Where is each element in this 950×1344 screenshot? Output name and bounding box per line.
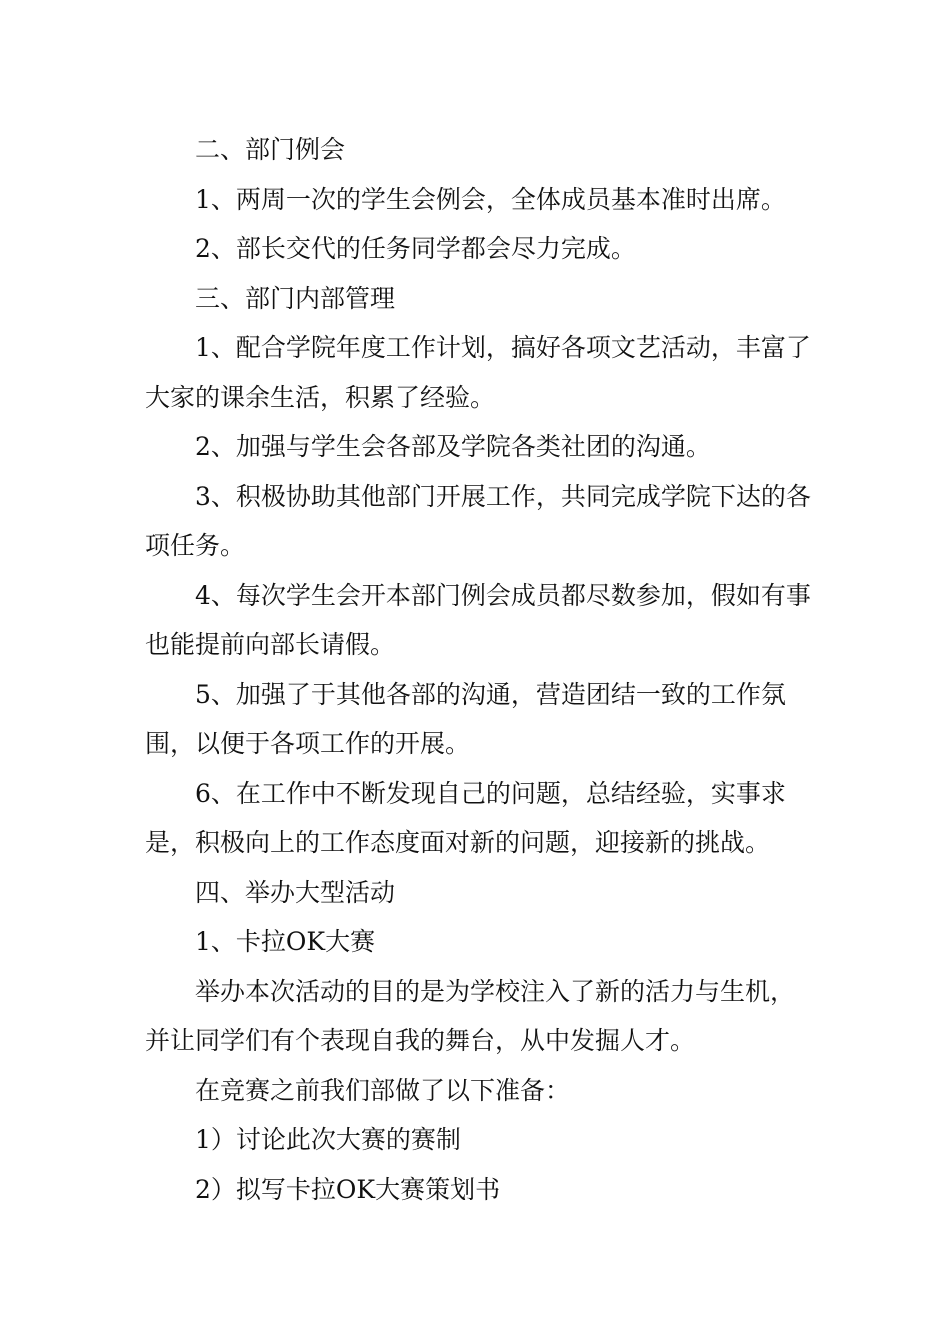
- list-item: 2）拟写卡拉OK大赛策划书: [195, 1174, 501, 1204]
- section-heading-internal-management: 三、部门内部管理: [195, 283, 396, 313]
- list-item: 1）讨论此次大赛的赛制: [195, 1125, 461, 1154]
- subsection-heading-karaoke: 1、卡拉OK大赛: [195, 927, 376, 956]
- paragraph: 举办本次活动的目的是为学校注入了新的活力与生机，并让同学们有个表现自我的舞台，从中发掘人才。: [145, 976, 796, 1055]
- paragraph: 在竞赛之前我们部做了以下准备：: [195, 1075, 571, 1105]
- paragraph: 4、每次学生会开本部门例会成员都尽数参加，假如有事也能提前向部长请假。: [145, 580, 811, 659]
- section-heading-meetings: 二、部门例会: [195, 135, 346, 164]
- paragraph: 1、配合学院年度工作计划，搞好各项文艺活动，丰富了大家的课余生活，积累了经验。: [145, 333, 811, 412]
- paragraph: 3、积极协助其他部门开展工作，共同完成学院下达的各项任务。: [145, 481, 811, 560]
- document-body: [145, 125, 815, 1214]
- section-heading-major-events: 四、举办大型活动: [195, 877, 396, 907]
- paragraph: 2、加强与学生会各部及学院各类社团的沟通。: [195, 432, 711, 461]
- paragraph: 5、加强了于其他各部的沟通，营造团结一致的工作氛围，以便于各项工作的开展。: [145, 679, 786, 758]
- paragraph: 2、部长交代的任务同学都会尽力完成。: [195, 234, 636, 263]
- paragraph: 6、在工作中不断发现自己的问题，总结经验，实事求是，积极向上的工作态度面对新的问题，迎接新的挑战。: [145, 778, 786, 857]
- paragraph: 1、两周一次的学生会例会，全体成员基本准时出席。: [195, 184, 786, 214]
